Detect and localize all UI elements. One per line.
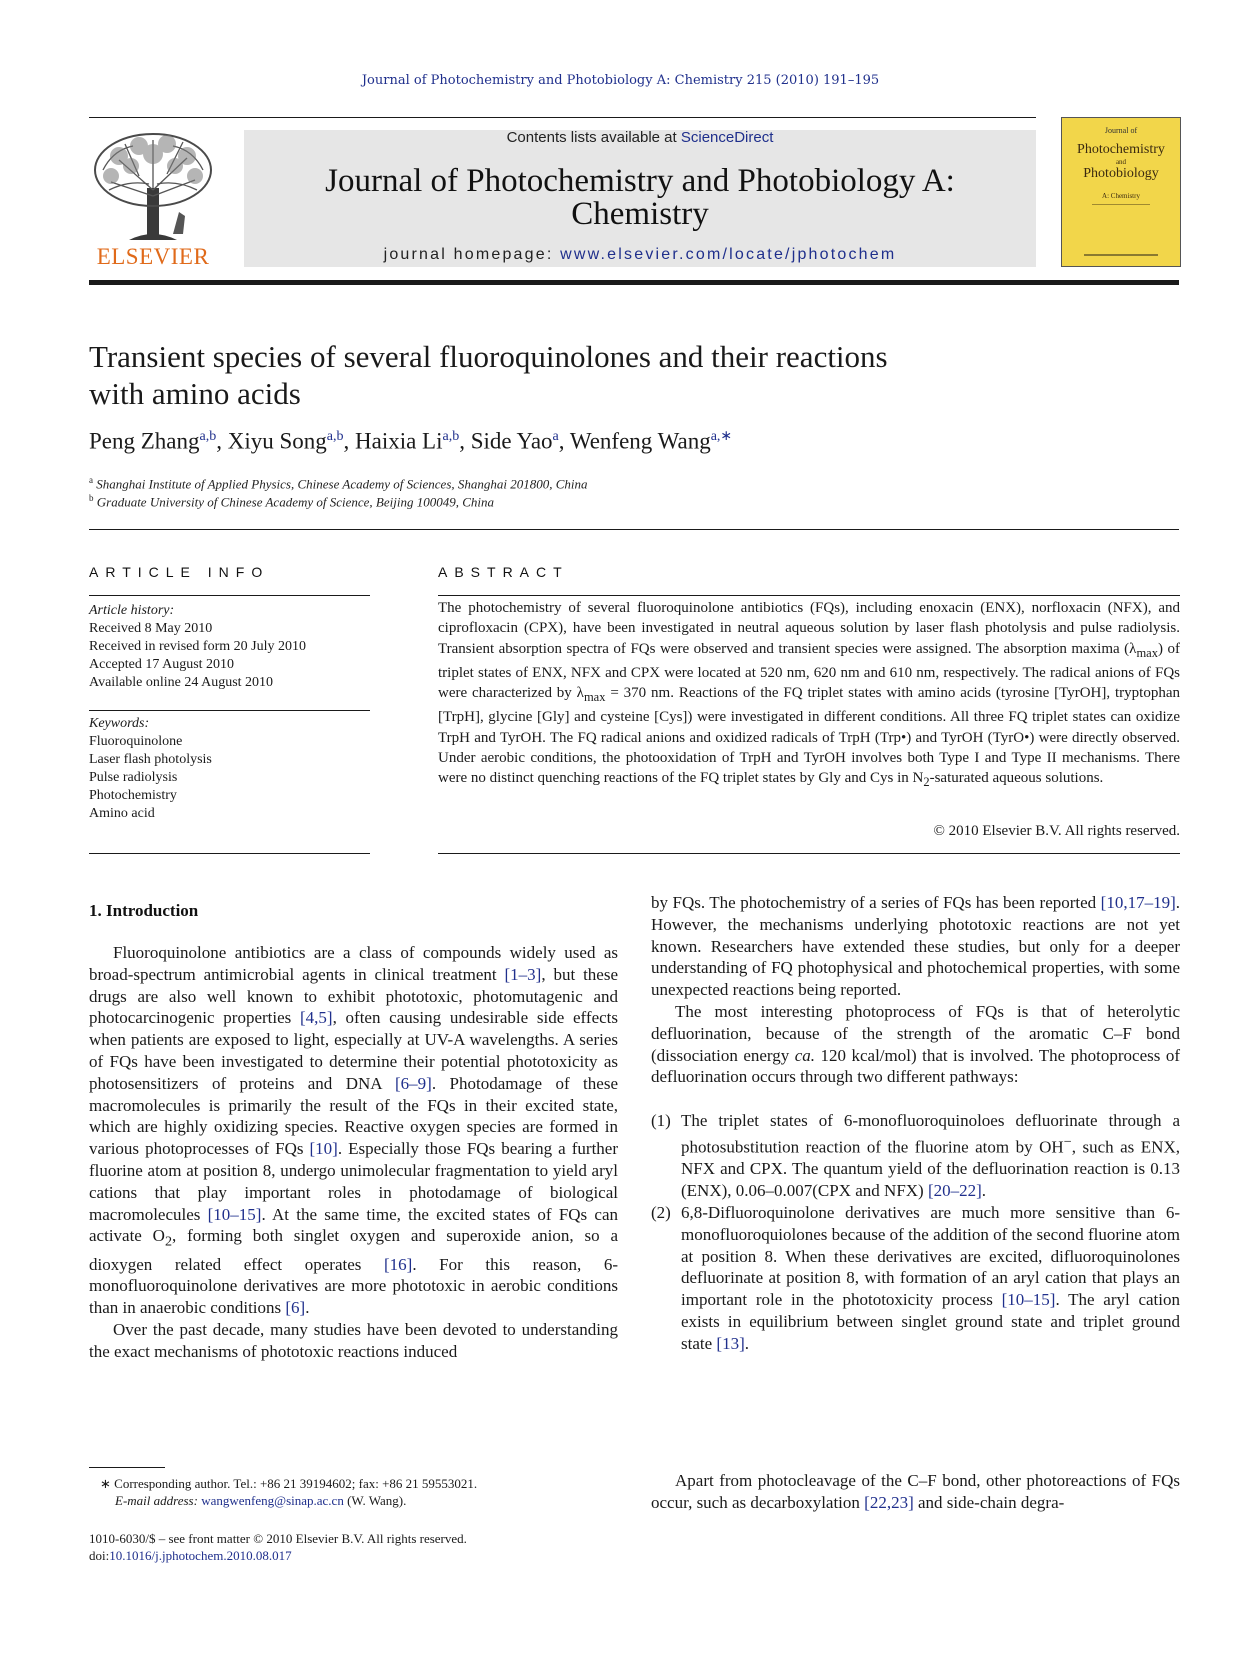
text-run: Fluoroquinolone antibiotics are a class of compounds widely used as broad-spectrum antimicrobial agents in clinical treatment — [89, 943, 618, 984]
doi-prefix: doi: — [89, 1548, 110, 1563]
list-number: (2) — [651, 1203, 671, 1223]
author-sep: , — [216, 428, 228, 454]
author-affil-mark[interactable]: a,b — [442, 429, 460, 444]
text-run: . At the same time, the excited states of FQs can activate O — [89, 1204, 618, 1246]
abstract-part: -saturated aqueous solutions. — [929, 770, 1104, 787]
citation-link[interactable]: [16] — [383, 1254, 413, 1274]
citation-link[interactable]: [1–3] — [504, 964, 542, 984]
body-right-column — [651, 892, 1180, 1355]
author-affil-mark[interactable]: a,∗ — [710, 429, 733, 444]
text-run: , forming both singlet oxygen and superoxide anion, so a dioxygen related effect operates — [89, 1226, 618, 1274]
text-run: 6,8-Difluoroquinolone derivatives are much more sensitive than 6-monofluoroquiolones because of the addition of the second fluorine atom at position 8. When these derivatives are excited, difluoroquinolones defluorinate at position 8, with formation of an aryl cation that plays an important role in the phototoxicity process — [681, 1203, 1181, 1310]
citation-link[interactable]: [22,23] — [864, 1492, 914, 1512]
text-run: and side-chain degra- — [913, 1492, 1065, 1512]
citation-link[interactable]: [13] — [716, 1333, 745, 1353]
footnote-rule — [89, 1467, 165, 1468]
abstract-part: ) of triplet states of ENX, NFX and CPX were located at 520 nm, 620 nm and 610 nm, respectively. The radical anions of FQs were characterized by λ — [438, 640, 1180, 702]
author-affil-mark[interactable]: a,b — [199, 429, 217, 444]
list-text — [681, 1202, 1180, 1355]
cover-line1: Journal of — [1104, 126, 1138, 135]
body-left-column — [89, 942, 618, 1363]
author-name: Haixia Li — [355, 428, 443, 454]
text-run: . — [981, 1181, 987, 1201]
footnote-email-line — [100, 1492, 620, 1509]
right-paragraph-2 — [651, 1470, 1180, 1514]
article-info-rule — [89, 595, 370, 596]
list-spacer — [651, 1088, 1180, 1110]
citation-link[interactable]: [10] — [309, 1139, 338, 1159]
intro-paragraph-1 — [89, 942, 618, 1319]
keyword: Amino acid — [89, 806, 155, 821]
affiliation-text: Graduate University of Chinese Academy of Science, Beijing 100049, China — [96, 494, 495, 510]
text-run: Apart from photocleavage of the C–F bond, other photoreactions of FQs occur, such as decarboxylation — [651, 1471, 1180, 1512]
right-paragraph-0 — [651, 892, 1180, 1001]
author-sep: , — [459, 428, 471, 454]
keyword: Laser flash photolysis — [89, 752, 212, 767]
section-heading-introduction: 1. Introduction — [89, 901, 199, 920]
author-list — [89, 428, 1089, 455]
keyword: Fluoroquinolone — [89, 734, 183, 749]
abstract-rule — [438, 595, 1180, 596]
article-title-line2: with amino acids — [89, 376, 301, 411]
contents-prefix: Contents lists available at — [506, 129, 681, 146]
text-run: The most interesting photoprocess of FQs is that of heterolytic defluorination, because of the strength of the aromatic C–F bond (dissociation energy — [651, 1001, 1180, 1065]
journal-title — [244, 165, 1036, 231]
right-paragraph-2-block — [651, 1470, 1180, 1514]
front-matter-info — [89, 1530, 649, 1564]
history-item: Available online 24 August 2010 — [89, 675, 274, 690]
keywords-label: Keywords: — [89, 716, 150, 731]
text-run: . — [744, 1333, 749, 1353]
author-affil-mark[interactable]: a — [552, 429, 559, 444]
citation-link[interactable]: [10–15] — [1001, 1290, 1056, 1310]
cover-line3: and — [1115, 158, 1127, 166]
superscript: − — [1063, 1133, 1072, 1150]
list-number: (1) — [651, 1111, 671, 1131]
journal-homepage — [244, 246, 1036, 264]
sciencedirect-link[interactable]: ScienceDirect — [680, 129, 774, 146]
publisher-wordmark: ELSEVIER — [96, 244, 210, 269]
abstract-part: The photochemistry of several fluoroquinolone antibiotics (FQs), including enoxacin (ENX), norfloxacin (NFX), and ciprofloxacin (CPX), have been investigated in neutral aqueous solution by laser flash photolysis and pulse radiolysis. Transient absorption spectra of FQs were observed and transient species were assigned. The absorption maxima (λ — [438, 600, 1180, 657]
keyword: Photochemistry — [89, 788, 177, 803]
header-thick-rule — [89, 280, 1179, 285]
footnote-contact: ∗ Corresponding author. Tel.: +86 21 39194602; fax: +86 21 59553021. — [100, 1476, 478, 1491]
keywords-block — [89, 715, 379, 823]
author-affil-mark[interactable]: a,b — [326, 429, 344, 444]
email-label: E-mail address: — [115, 1493, 202, 1508]
article-history — [89, 602, 379, 692]
issn-line: 1010-6030/$ – see front matter © 2010 Elsevier B.V. All rights reserved. — [89, 1531, 467, 1546]
affiliation-text: Shanghai Institute of Applied Physics, Chinese Academy of Sciences, Shanghai 201800, China — [96, 476, 588, 492]
affiliation-rule — [89, 529, 1179, 530]
text-run: , often causing undesirable side effects when patients are exposed to light, especially at UV-A wavelengths. A series of FQs have been investigated to determine their potential phototoxicity as photosensitizers of proteins and DNA — [89, 1008, 618, 1093]
corresponding-author-footnote — [100, 1475, 620, 1509]
author-sep: , — [558, 428, 570, 454]
italic-run: ca. — [794, 1045, 816, 1065]
citation-link[interactable]: [6] — [285, 1298, 306, 1318]
abstract-sub: 2 — [923, 775, 930, 790]
history-item: Received in revised form 20 July 2010 — [89, 639, 306, 654]
cover-line2: Photochemistry — [1077, 142, 1165, 157]
cover-line5: A: Chemistry — [1102, 192, 1140, 200]
abstract-copyright: © 2010 Elsevier B.V. All rights reserved. — [933, 823, 1180, 839]
text-run: . However, the mechanisms underlying phototoxic reactions are not yet known. Researchers have extended these studies, but only for a deeper understanding of FQ photophysical and photochemical properties, with some unexpected reactions being reported. — [651, 893, 1180, 1000]
citation-link[interactable]: [20–22] — [927, 1181, 982, 1201]
abstract-bottom-rule — [438, 853, 1180, 854]
abstract-sub: max — [1136, 645, 1158, 660]
text-run: . The aryl cation exists in equilibrium between singlet ground state and triplet ground state — [681, 1290, 1180, 1353]
affiliation-b — [89, 493, 989, 510]
author-name: Side Yao — [470, 428, 553, 454]
history-label: Article history: — [89, 603, 175, 618]
abstract-text — [438, 598, 1180, 793]
email-suffix: (W. Wang). — [343, 1493, 407, 1508]
abstract-heading: ABSTRACT — [438, 564, 569, 580]
article-info-bottom-rule — [89, 853, 370, 854]
cover-line4: Photobiology — [1083, 166, 1159, 181]
keyword: Pulse radiolysis — [89, 770, 178, 785]
text-run: . Photodamage of these macromolecules is primarily the result of the FQs in their excited state, which are highly oxidizing species. Reactive oxygen species are formed in various photoprocesses of FQs — [89, 1073, 618, 1159]
journal-cover-thumbnail[interactable] — [1061, 117, 1181, 267]
header-rule — [89, 117, 1036, 118]
article-title — [89, 338, 989, 412]
contents-line — [244, 129, 1036, 146]
homepage-prefix: journal homepage: — [383, 246, 561, 263]
email-link[interactable]: wangwenfeng@sinap.ac.cn — [201, 1493, 344, 1508]
author-name: Peng Zhang — [89, 428, 200, 454]
history-item: Accepted 17 August 2010 — [89, 657, 235, 672]
keywords-rule — [89, 710, 370, 711]
text-run: , such as ENX, NFX and CPX. The quantum yield of the defluorination reaction is 0.13 (ENX), 0.06–0.007(CPX and NFX) — [681, 1137, 1180, 1201]
subscript: 2 — [164, 1233, 173, 1250]
text-run: by FQs. The photochemistry of a series of FQs has been reported — [651, 893, 1101, 912]
citation-link[interactable]: [10–15] — [207, 1204, 262, 1224]
history-item: Received 8 May 2010 — [89, 621, 213, 636]
author-name: Wenfeng Wang — [569, 428, 711, 454]
right-paragraph-1 — [651, 1001, 1180, 1088]
pathway-list-item-2 — [651, 1202, 1180, 1355]
article-info-heading: ARTICLE INFO — [89, 564, 270, 580]
text-run: . For this reason, 6-monofluoroquinolone derivatives are more phototoxic in aerobic conditions than in anaerobic conditions — [89, 1254, 618, 1318]
journal-title-line1: Journal of Photochemistry and Photobiology A: — [325, 163, 955, 199]
citation-link[interactable]: [4,5] — [299, 1008, 333, 1028]
author-sep: , — [343, 428, 355, 454]
article-title-line1: Transient species of several fluoroquinolones and their reactions — [89, 339, 888, 374]
homepage-link[interactable]: www.elsevier.com/locate/jphotochem — [560, 246, 897, 263]
text-run: 120 kcal/mol) that is involved. The photoprocess of defluorination occurs through two different pathways: — [651, 1045, 1180, 1087]
doi-link[interactable]: 10.1016/j.jphotochem.2010.08.017 — [109, 1548, 292, 1563]
journal-title-line2: Chemistry — [571, 196, 709, 232]
list-text — [681, 1110, 1180, 1202]
abstract-sub: max — [583, 690, 606, 705]
doi-line — [89, 1547, 649, 1564]
text-run: The triplet states of 6-monofluoroquinoloes defluorinate through a photosubstitution reaction of the fluorine atom by OH — [681, 1111, 1180, 1157]
cover-bottom-mark — [1084, 254, 1158, 256]
affiliation-mark: a — [89, 475, 93, 485]
text-run: . Especially those FQs bearing a further fluorine atom at position 8, undergo unimolecular fragmentation to yield aryl cations that play important roles in photodamage of biological macromolecules — [89, 1139, 619, 1224]
author-name: Xiyu Song — [227, 428, 327, 454]
text-run: , but these drugs are also well known to exhibit phototoxic, photomutagenic and photocarcinogenic properties — [89, 964, 618, 1028]
citation-link[interactable]: [10,17–19] — [1100, 893, 1176, 912]
running-citation[interactable]: Journal of Photochemistry and Photobiology A: Chemistry 215 (2010) 191–195 — [361, 73, 880, 88]
intro-paragraph-2: Over the past decade, many studies have been devoted to understanding the exact mechanisms of phototoxic reactions induced — [89, 1319, 618, 1361]
pathway-list-item-1 — [651, 1110, 1180, 1202]
affiliation-mark: b — [89, 493, 94, 503]
text-run: . — [305, 1298, 310, 1318]
citation-link[interactable]: [6–9] — [395, 1073, 432, 1093]
abstract-part: = 370 nm. Reactions of the FQ triplet states with amino acids (tyrosine [TyrOH], tryptophan [TrpH], glycine [Gly] and cysteine [Cys]) were investigated in different conditions. All three FQ triplet states can oxidize TrpH and TyrOH. The FQ radical anions and oxidized radicals of TrpH (Trp•) and TyrOH (TyrO•) were directly observed. Under aerobic conditions, the photooxidation of TrpH and TyrOH involves both Type I and Type II mechanisms. There were no distinct quenching reactions of the FQ triplet states by Gly and Cys in N — [438, 685, 1180, 787]
cover-rule — [1092, 204, 1150, 205]
affiliation-a — [89, 475, 989, 492]
